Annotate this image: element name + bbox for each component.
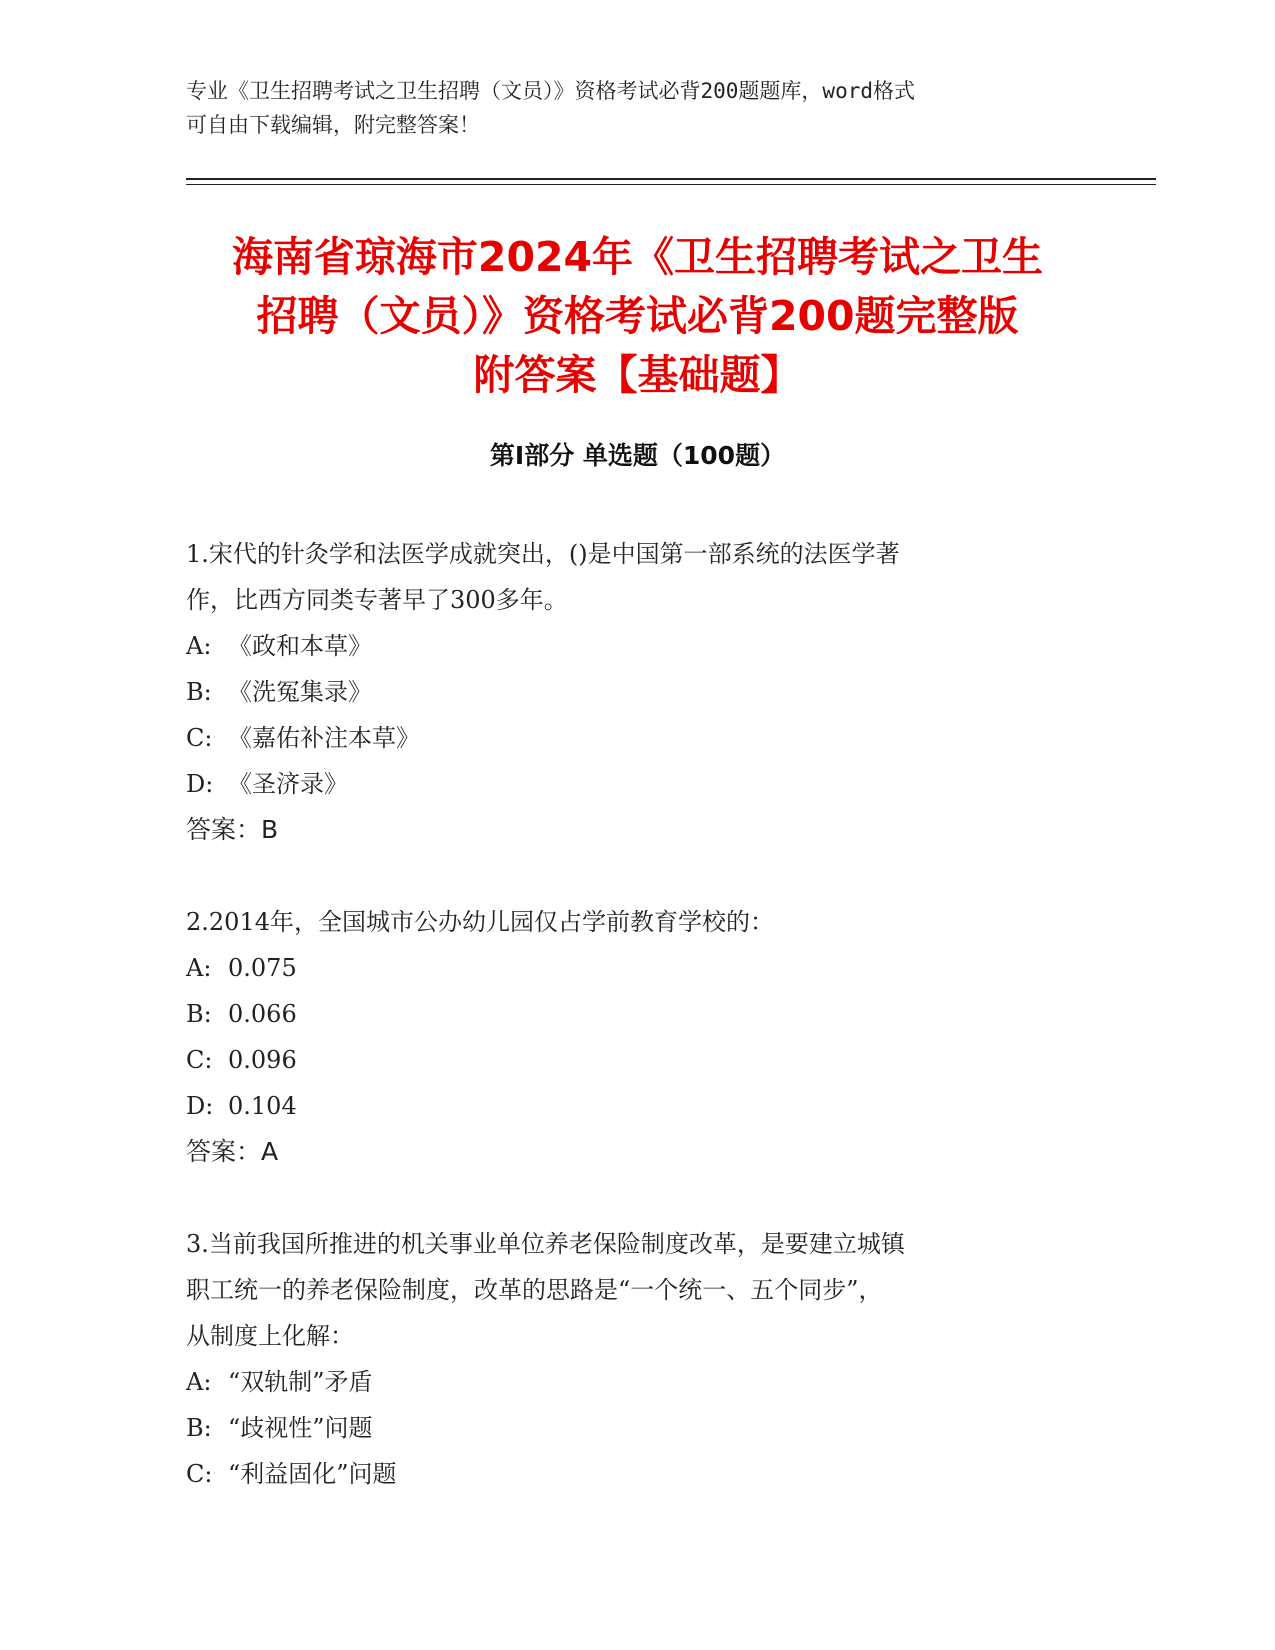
option-a — [186, 945, 1066, 991]
question-item — [186, 899, 1066, 1175]
option-b — [186, 991, 1066, 1037]
title-line-3: 附答案【基础题】 — [473, 351, 802, 399]
question-text-line: 3.当前我国所推进的机关事业单位养老保险制度改革，是要建立城镇 — [186, 1230, 905, 1258]
option-letter: C: — [186, 1460, 213, 1488]
header-note-line-2: 可自由下载编辑，附完整答案！ — [186, 113, 480, 137]
option-c — [186, 1037, 1066, 1083]
option-letter: D: — [186, 1092, 214, 1120]
option-text: 《嘉佑补注本草》 — [228, 724, 420, 752]
option-letter: A: — [186, 1368, 212, 1396]
option-letter: C: — [186, 1046, 213, 1074]
option-b — [186, 1405, 1066, 1451]
option-text: 《洗冤集录》 — [228, 678, 372, 706]
option-c — [186, 1451, 1066, 1497]
option-letter: A: — [186, 632, 212, 660]
header-divider-thick — [186, 178, 1156, 180]
question-text-line: 作，比西方同类专著早了300多年。 — [186, 586, 568, 614]
answer-label: 答案：A — [186, 1137, 279, 1166]
document-header-note — [186, 74, 1086, 142]
answer-label: 答案：B — [186, 815, 279, 844]
question-text-line: 从制度上化解： — [186, 1322, 354, 1350]
question-text-line: 2.2014年，全国城市公办幼儿园仅占学前教育学校的： — [186, 908, 774, 936]
document-title — [150, 228, 1125, 405]
option-a — [186, 623, 1066, 669]
option-c — [186, 715, 1066, 761]
option-letter: B: — [186, 1000, 212, 1028]
option-letter: C: — [186, 724, 213, 752]
title-line-1: 海南省琼海市2024年《卫生招聘考试之卫生 — [231, 233, 1044, 281]
option-text: “双轨制”矛盾 — [228, 1368, 373, 1396]
option-d — [186, 761, 1066, 807]
option-text: 0.104 — [228, 1092, 297, 1120]
question-item — [186, 531, 1066, 853]
option-text: 0.066 — [228, 1000, 297, 1028]
option-b — [186, 669, 1066, 715]
option-letter: B: — [186, 1414, 212, 1442]
header-note-line-1: 专业《卫生招聘考试之卫生招聘（文员）》资格考试必背200题题库，word格式 — [186, 79, 915, 103]
option-text: 0.096 — [228, 1046, 297, 1074]
header-divider-thin — [186, 184, 1156, 185]
option-letter: D: — [186, 770, 214, 798]
option-text: “利益固化”问题 — [228, 1460, 397, 1488]
option-d — [186, 1083, 1066, 1129]
option-text: 《圣济录》 — [228, 770, 348, 798]
title-line-2: 招聘（文员）》资格考试必背200题完整版 — [256, 292, 1019, 340]
section-title: 第Ⅰ部分 单选题（100题） — [489, 441, 786, 470]
option-letter: A: — [186, 954, 212, 982]
question-list — [186, 531, 1066, 1543]
question-text-line: 1.宋代的针灸学和法医学成就突出，()是中国第一部系统的法医学著 — [186, 540, 900, 568]
option-text: 0.075 — [228, 954, 297, 982]
option-a — [186, 1359, 1066, 1405]
option-text: 《政和本草》 — [228, 632, 372, 660]
option-text: “歧视性”问题 — [228, 1414, 373, 1442]
question-item — [186, 1221, 1066, 1497]
question-text-line: 职工统一的养老保险制度，改革的思路是“一个统一、五个同步”， — [186, 1276, 883, 1304]
option-letter: B: — [186, 678, 212, 706]
